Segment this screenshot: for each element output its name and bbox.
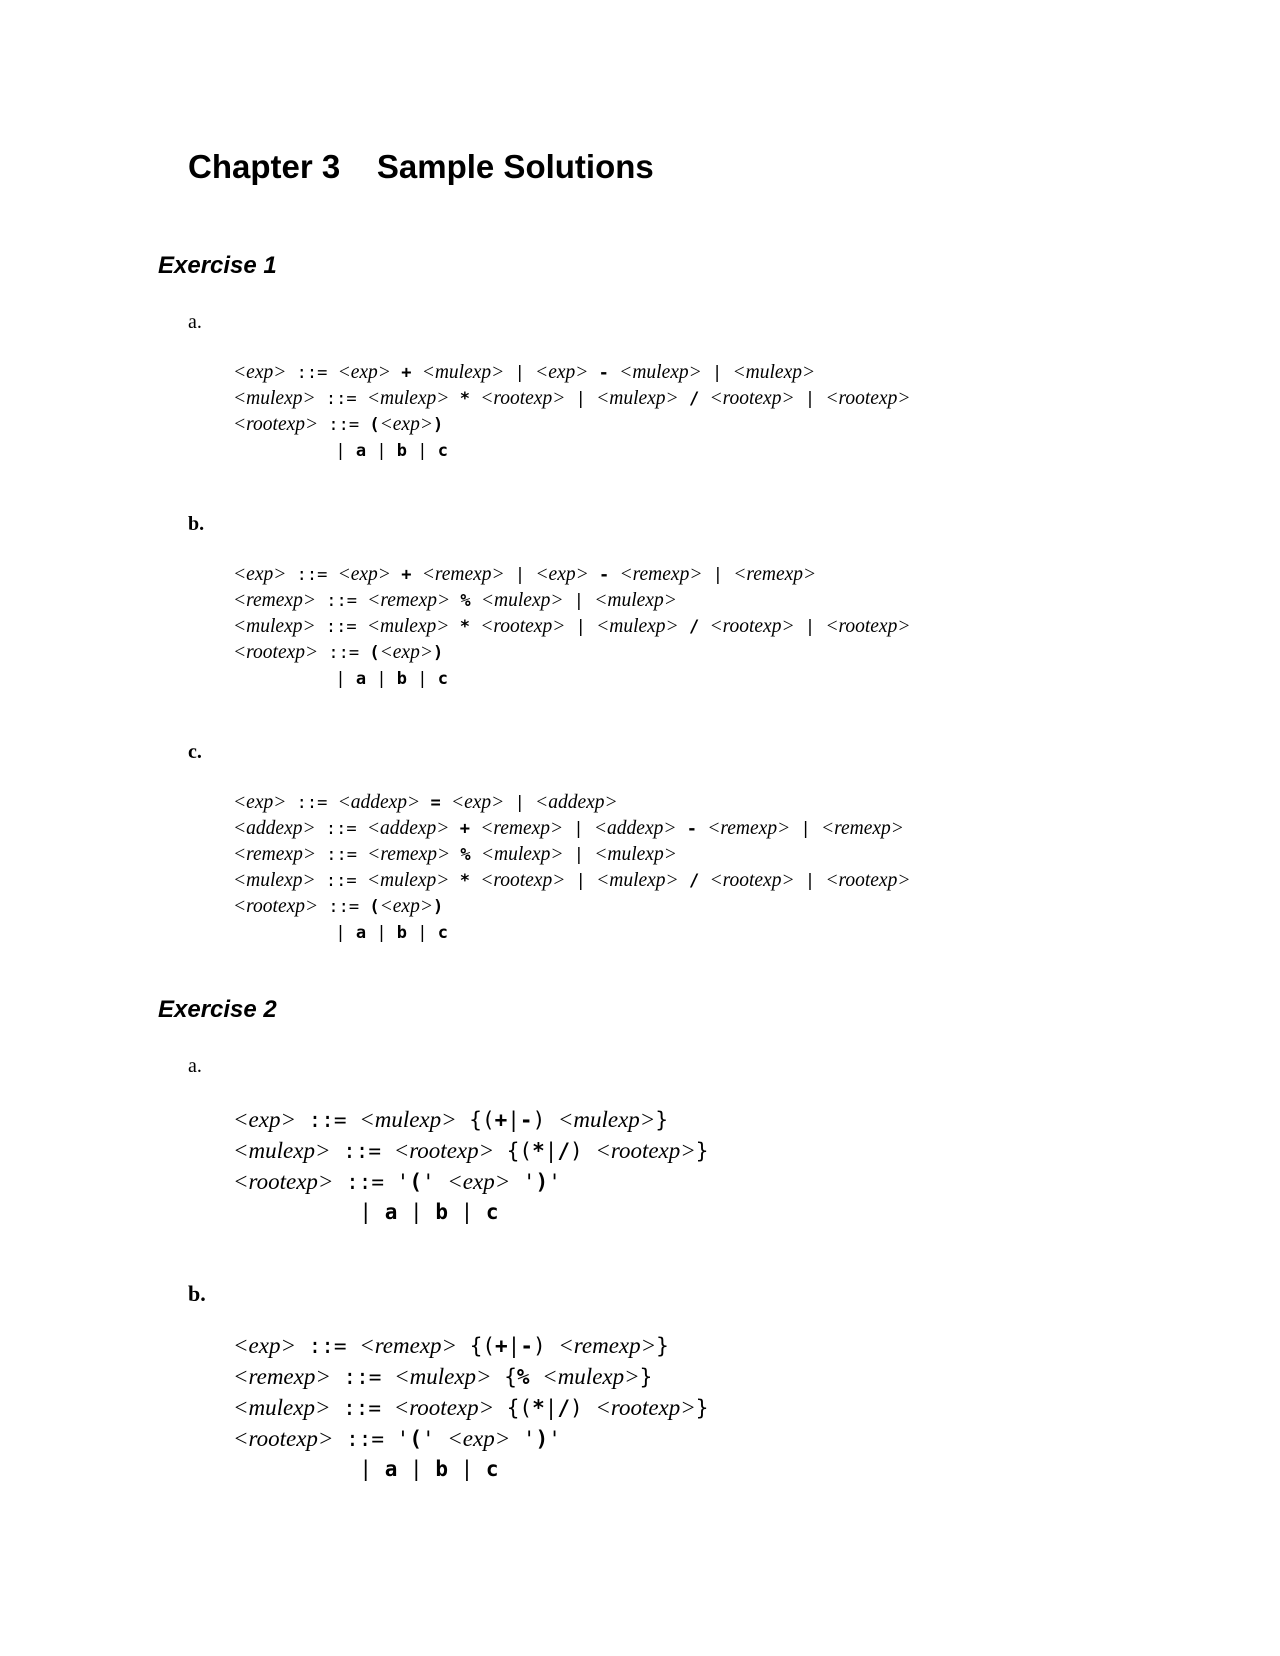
grammar-nonterminal: <rootexp> <box>595 1395 696 1420</box>
grammar-symbol: {( <box>494 1139 533 1163</box>
grammar-symbol: ' <box>421 1427 448 1451</box>
grammar-terminal: a <box>355 923 367 943</box>
exercise-2-part-a-label: a. <box>188 1055 202 1077</box>
grammar-symbol: | <box>794 617 826 637</box>
grammar-line <box>233 920 911 946</box>
grammar-line <box>233 614 911 640</box>
grammar-terminal: * <box>449 617 481 637</box>
grammar-nonterminal: <exp> <box>379 896 433 917</box>
grammar-nonterminal: <rootexp> <box>393 1138 495 1163</box>
grammar-symbol: | <box>233 1457 385 1481</box>
grammar-nonterminal: <rootexp> <box>709 870 795 891</box>
grammar-nonterminal: <rootexp> <box>233 414 319 435</box>
exercise-1-part-b-grammar <box>233 562 911 692</box>
grammar-symbol: ::= <box>330 1365 395 1389</box>
grammar-terminal: b <box>435 1200 448 1224</box>
grammar-line <box>233 386 911 412</box>
grammar-terminal: a <box>355 669 367 689</box>
grammar-nonterminal: <remexp> <box>421 564 505 585</box>
grammar-nonterminal: <mulexp> <box>366 616 450 637</box>
grammar-symbol: | <box>397 1200 436 1224</box>
grammar-terminal: / <box>678 617 710 637</box>
grammar-terminal: % <box>516 1365 530 1389</box>
grammar-terminal: ) <box>535 1170 549 1194</box>
grammar-symbol: | <box>563 845 595 865</box>
grammar-terminal: ( <box>409 1427 422 1451</box>
grammar-terminal: * <box>532 1139 545 1163</box>
grammar-symbol: | <box>790 819 821 839</box>
grammar-symbol: | <box>544 1396 558 1420</box>
grammar-line <box>233 438 911 464</box>
grammar-symbol: ::= <box>318 415 370 435</box>
page-title: Chapter 3 Sample Solutions <box>188 148 654 185</box>
grammar-nonterminal: <addexp> <box>233 818 316 839</box>
grammar-terminal: a <box>355 441 367 461</box>
grammar-nonterminal: <remexp> <box>820 818 904 839</box>
grammar-terminal: * <box>449 871 481 891</box>
grammar-terminal: ( <box>369 897 380 917</box>
grammar-nonterminal: <remexp> <box>707 818 791 839</box>
exercise-1-part-b-label: b. <box>188 513 205 535</box>
grammar-symbol: ' <box>548 1170 561 1194</box>
grammar-symbol: ) <box>532 1108 558 1132</box>
grammar-symbol: | <box>447 1457 486 1481</box>
grammar-terminal: b <box>396 669 408 689</box>
exercise-1-part-c-label: c. <box>188 741 202 763</box>
grammar-line <box>233 588 911 614</box>
grammar-line <box>233 842 911 868</box>
exercise-2-part-b-label: b. <box>188 1281 206 1306</box>
grammar-nonterminal: <rootexp> <box>595 1138 696 1163</box>
grammar-nonterminal: <mulexp> <box>233 616 316 637</box>
grammar-nonterminal: <mulexp> <box>594 844 677 865</box>
grammar-symbol: {( <box>457 1334 495 1358</box>
grammar-nonterminal: <remexp> <box>233 844 316 865</box>
grammar-symbol: | <box>507 1108 520 1132</box>
grammar-nonterminal: <exp> <box>535 564 589 585</box>
grammar-symbol: | <box>447 1200 486 1224</box>
grammar-symbol: ::= <box>315 845 368 865</box>
grammar-symbol: ::= <box>318 643 370 663</box>
grammar-terminal: - <box>676 819 708 839</box>
grammar-nonterminal: <mulexp> <box>732 362 816 383</box>
grammar-nonterminal: <exp> <box>233 792 287 813</box>
grammar-symbol: | <box>507 1334 521 1358</box>
grammar-symbol: ::= ' <box>333 1170 410 1194</box>
grammar-nonterminal: <exp> <box>233 1333 296 1358</box>
grammar-symbol: | <box>233 1200 385 1224</box>
grammar-nonterminal: <mulexp> <box>394 1364 492 1389</box>
grammar-terminal: c <box>437 441 449 461</box>
grammar-nonterminal: <mulexp> <box>480 844 564 865</box>
grammar-symbol: | <box>563 819 594 839</box>
grammar-nonterminal: <mulexp> <box>596 870 679 891</box>
grammar-symbol: ::= <box>315 819 367 839</box>
grammar-nonterminal: <mulexp> <box>596 616 679 637</box>
grammar-symbol: | <box>233 923 356 943</box>
grammar-symbol: ::= <box>295 1108 360 1132</box>
grammar-nonterminal: <rootexp> <box>825 616 911 637</box>
grammar-terminal: c <box>485 1200 499 1224</box>
grammar-symbol: | <box>544 1139 558 1163</box>
grammar-terminal: ( <box>369 643 380 663</box>
grammar-line <box>233 1135 708 1166</box>
grammar-nonterminal: <remexp> <box>558 1333 657 1358</box>
grammar-symbol: ' <box>421 1170 448 1194</box>
grammar-symbol: | <box>563 591 595 611</box>
grammar-nonterminal: <exp> <box>337 564 391 585</box>
grammar-nonterminal: <mulexp> <box>366 388 450 409</box>
grammar-line <box>233 894 911 920</box>
grammar-symbol: ::= <box>315 389 367 409</box>
grammar-nonterminal: <rootexp> <box>480 870 566 891</box>
grammar-symbol: | <box>504 363 536 383</box>
grammar-terminal: % <box>450 845 481 865</box>
grammar-nonterminal: <mulexp> <box>480 590 564 611</box>
grammar-symbol: | <box>504 565 536 585</box>
grammar-nonterminal: <remexp> <box>619 564 703 585</box>
grammar-symbol: ::= <box>315 617 367 637</box>
grammar-nonterminal: <mulexp> <box>557 1107 656 1132</box>
grammar-terminal: ) <box>535 1427 549 1451</box>
exercise-2-part-a-grammar <box>233 1104 708 1228</box>
grammar-symbol: ) <box>570 1139 596 1163</box>
grammar-nonterminal: <remexp> <box>233 590 316 611</box>
grammar-symbol: ::= ' <box>333 1427 410 1451</box>
grammar-symbol: | <box>233 441 356 461</box>
grammar-nonterminal: <exp> <box>379 414 433 435</box>
grammar-nonterminal: <exp> <box>379 642 433 663</box>
grammar-symbol: | <box>794 871 826 891</box>
exercise-1-part-a-label: a. <box>188 311 202 333</box>
grammar-nonterminal: <rootexp> <box>825 870 911 891</box>
grammar-symbol: ::= <box>295 1334 360 1358</box>
grammar-nonterminal: <exp> <box>535 362 589 383</box>
grammar-terminal: * <box>532 1396 545 1420</box>
grammar-terminal: + <box>495 1334 508 1358</box>
grammar-terminal: ) <box>433 643 444 663</box>
grammar-nonterminal: <addexp> <box>337 792 421 813</box>
grammar-line <box>233 360 911 386</box>
grammar-symbol: | <box>565 871 597 891</box>
grammar-terminal: - <box>520 1334 533 1358</box>
grammar-line <box>233 666 911 692</box>
grammar-symbol <box>530 1365 543 1389</box>
grammar-nonterminal: <mulexp> <box>421 362 505 383</box>
grammar-terminal: - <box>519 1108 533 1132</box>
grammar-line <box>233 1330 708 1361</box>
grammar-terminal: % <box>450 591 481 611</box>
grammar-nonterminal: <exp> <box>233 1107 296 1132</box>
grammar-nonterminal: <mulexp> <box>233 388 316 409</box>
grammar-nonterminal: <mulexp> <box>366 870 450 891</box>
grammar-terminal: + <box>390 363 422 383</box>
grammar-terminal: ) <box>433 897 444 917</box>
grammar-terminal: - <box>588 565 620 585</box>
grammar-line <box>233 1104 708 1135</box>
grammar-symbol: } <box>656 1334 669 1358</box>
grammar-symbol: ) <box>570 1396 596 1420</box>
grammar-symbol: ::= <box>286 363 338 383</box>
grammar-nonterminal: <exp> <box>337 362 391 383</box>
grammar-symbol: | <box>366 441 397 461</box>
grammar-nonterminal: <addexp> <box>366 818 450 839</box>
grammar-terminal: + <box>390 565 422 585</box>
grammar-nonterminal: <exp> <box>450 792 505 813</box>
grammar-terminal: a <box>384 1457 398 1481</box>
grammar-nonterminal: <remexp> <box>367 844 451 865</box>
grammar-symbol: | <box>794 389 826 409</box>
grammar-nonterminal: <rootexp> <box>480 616 566 637</box>
exercise-1-heading: Exercise 1 <box>158 252 277 279</box>
grammar-terminal: + <box>494 1108 508 1132</box>
grammar-symbol: ::= <box>315 871 367 891</box>
grammar-terminal: b <box>396 441 408 461</box>
grammar-terminal: / <box>557 1139 571 1163</box>
grammar-nonterminal: <mulexp> <box>596 388 679 409</box>
grammar-terminal: ( <box>369 415 380 435</box>
grammar-nonterminal: <rootexp> <box>233 1426 334 1451</box>
grammar-terminal: / <box>678 389 710 409</box>
grammar-symbol: ::= <box>330 1396 394 1420</box>
grammar-terminal: ) <box>433 415 444 435</box>
grammar-nonterminal: <addexp> <box>535 792 618 813</box>
grammar-nonterminal: <mulexp> <box>233 1395 331 1420</box>
grammar-nonterminal: <mulexp> <box>594 590 677 611</box>
exercise-2-heading: Exercise 2 <box>158 996 277 1023</box>
grammar-line <box>233 1197 708 1228</box>
grammar-nonterminal: <remexp> <box>367 590 451 611</box>
grammar-terminal: * <box>449 389 481 409</box>
grammar-line <box>233 816 911 842</box>
grammar-symbol: ::= <box>330 1139 394 1163</box>
grammar-line <box>233 1423 708 1454</box>
grammar-nonterminal: <remexp> <box>359 1333 458 1358</box>
grammar-nonterminal: <remexp> <box>233 1364 331 1389</box>
grammar-line <box>233 868 911 894</box>
grammar-symbol: ' <box>548 1427 561 1451</box>
exercise-1-part-a-grammar <box>233 360 911 464</box>
grammar-symbol: | <box>565 617 597 637</box>
grammar-terminal: + <box>449 819 481 839</box>
grammar-symbol: { <box>491 1365 517 1389</box>
grammar-symbol: } <box>639 1365 653 1389</box>
grammar-symbol: } <box>695 1139 709 1163</box>
grammar-symbol: | <box>366 923 397 943</box>
grammar-nonterminal: <remexp> <box>733 564 817 585</box>
grammar-nonterminal: <rootexp> <box>825 388 911 409</box>
grammar-symbol: | <box>565 389 597 409</box>
grammar-terminal: = <box>420 793 451 813</box>
grammar-symbol: } <box>655 1108 668 1132</box>
grammar-line <box>233 562 911 588</box>
grammar-terminal: ( <box>409 1170 422 1194</box>
grammar-line <box>233 1361 708 1392</box>
grammar-nonterminal: <rootexp> <box>709 388 795 409</box>
grammar-symbol: | <box>397 1457 436 1481</box>
grammar-line <box>233 1392 708 1423</box>
grammar-line <box>233 412 911 438</box>
grammar-nonterminal: <rootexp> <box>393 1395 495 1420</box>
grammar-terminal: c <box>437 669 449 689</box>
grammar-terminal: c <box>485 1457 499 1481</box>
grammar-nonterminal: <exp> <box>447 1169 511 1194</box>
grammar-symbol: ' <box>510 1427 536 1451</box>
grammar-nonterminal: <mulexp> <box>542 1364 640 1389</box>
grammar-symbol: ::= <box>286 793 338 813</box>
grammar-terminal: b <box>435 1457 448 1481</box>
grammar-symbol: ) <box>532 1334 559 1358</box>
grammar-terminal: c <box>437 923 449 943</box>
grammar-nonterminal: <rootexp> <box>480 388 566 409</box>
grammar-symbol: | <box>407 923 438 943</box>
grammar-nonterminal: <exp> <box>447 1426 511 1451</box>
grammar-terminal: / <box>678 871 710 891</box>
grammar-symbol: | <box>702 565 734 585</box>
grammar-symbol: ::= <box>315 591 368 611</box>
grammar-nonterminal: <rootexp> <box>233 1169 334 1194</box>
grammar-nonterminal: <mulexp> <box>619 362 702 383</box>
grammar-symbol: ::= <box>286 565 338 585</box>
grammar-nonterminal: <rootexp> <box>709 616 795 637</box>
grammar-terminal: / <box>557 1396 571 1420</box>
grammar-line <box>233 790 911 816</box>
grammar-symbol: | <box>701 363 733 383</box>
grammar-terminal: - <box>588 363 620 383</box>
grammar-nonterminal: <rootexp> <box>233 896 319 917</box>
grammar-nonterminal: <mulexp> <box>233 870 316 891</box>
grammar-symbol: } <box>695 1396 709 1420</box>
grammar-symbol: ::= <box>318 897 370 917</box>
grammar-terminal: b <box>396 923 408 943</box>
exercise-1-part-c-grammar <box>233 790 911 946</box>
grammar-nonterminal: <exp> <box>233 564 287 585</box>
grammar-nonterminal: <remexp> <box>480 818 564 839</box>
grammar-nonterminal: <mulexp> <box>359 1107 457 1132</box>
grammar-symbol: | <box>366 669 397 689</box>
grammar-terminal: a <box>384 1200 398 1224</box>
grammar-nonterminal: <exp> <box>233 362 287 383</box>
grammar-line <box>233 640 911 666</box>
grammar-nonterminal: <rootexp> <box>233 642 319 663</box>
grammar-symbol: | <box>407 441 438 461</box>
grammar-nonterminal: <mulexp> <box>233 1138 331 1163</box>
grammar-symbol: | <box>504 793 536 813</box>
grammar-symbol: {( <box>456 1108 495 1132</box>
grammar-line <box>233 1454 708 1485</box>
grammar-symbol: | <box>407 669 438 689</box>
grammar-line <box>233 1166 708 1197</box>
grammar-symbol: | <box>233 669 356 689</box>
grammar-symbol: ' <box>510 1170 536 1194</box>
grammar-symbol: {( <box>494 1396 533 1420</box>
grammar-nonterminal: <addexp> <box>593 818 677 839</box>
exercise-2-part-b-grammar <box>233 1330 708 1485</box>
